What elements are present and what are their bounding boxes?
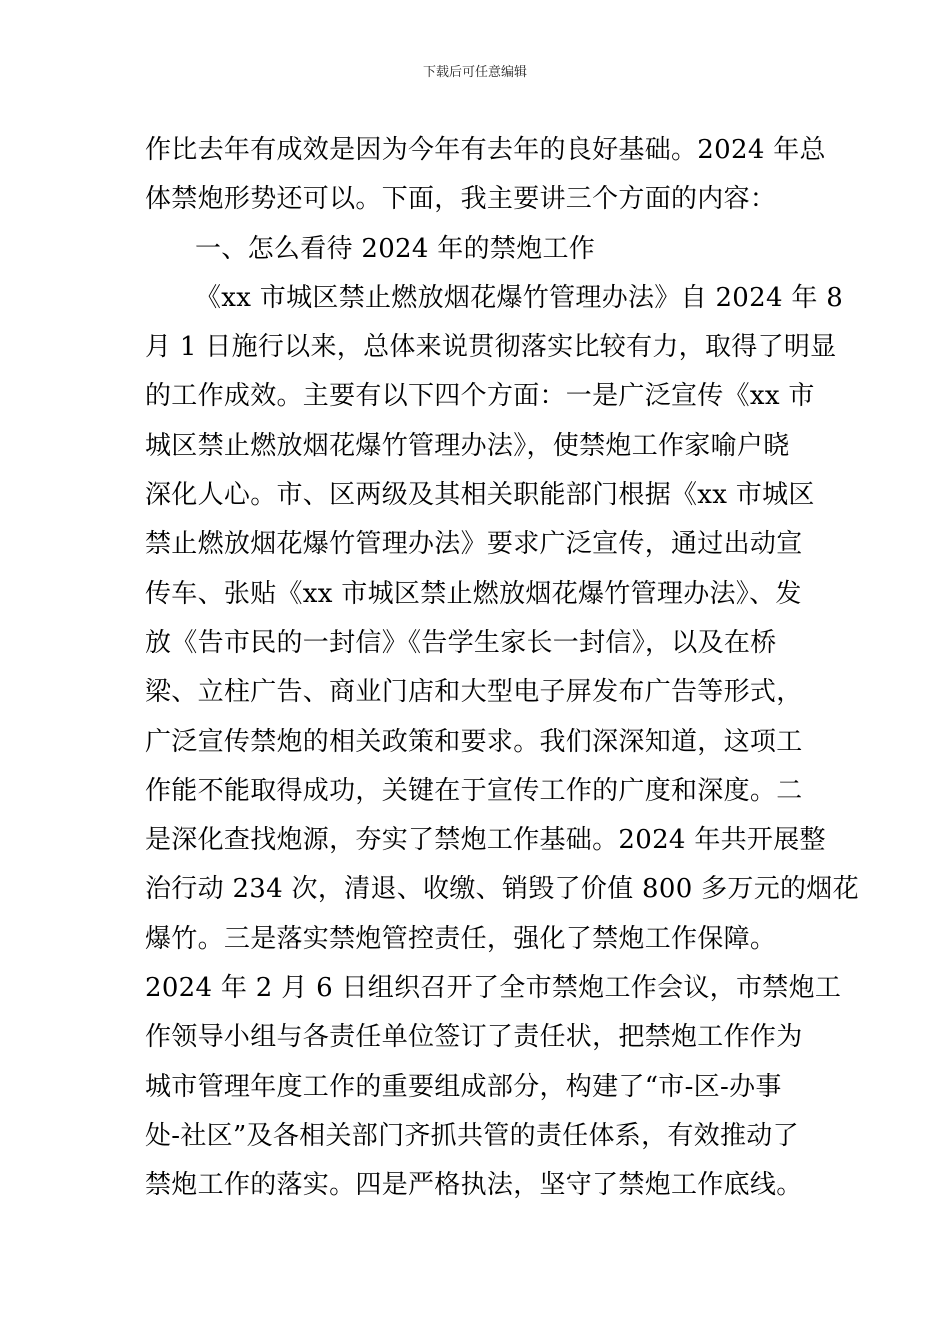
text-line: 禁炮工作的落实。四是严格执法，坚守了禁炮工作底线。 [145,1170,803,1201]
document-body [145,126,859,1211]
text-line: 传车、张贴《xx 市城区禁止燃放烟花爆竹管理办法》、发 [145,578,802,609]
text-line: 2024 年 2 月 6 日组织召开了全市禁炮工作会议，市禁炮工 [145,973,842,1004]
text-line: 梁、立柱广告、商业门店和大型电子屏发布广告等形式， [145,677,803,708]
text-line: 的工作成效。主要有以下四个方面：一是广泛宣传《xx 市 [145,381,815,412]
text-line: 治行动 234 次，清退、收缴、销毁了价值 800 多万元的烟花 [145,874,859,905]
text-line: 作比去年有成效是因为今年有去年的良好基础。2024 年总 [145,135,826,165]
text-line: 放《告市民的一封信》《告学生家长一封信》，以及在桥 [145,627,777,658]
text-line: 爆竹。三是落实禁炮管控责任，强化了禁炮工作保障。 [145,923,777,954]
text-line: 禁止燃放烟花爆竹管理办法》要求广泛宣传，通过出动宣 [145,529,803,560]
text-line: 处-社区”及各相关部门齐抓共管的责任体系，有效推动了 [145,1120,799,1151]
text-line: 城区禁止燃放烟花爆竹管理办法》，使禁炮工作家喻户晓 [145,430,790,461]
text-line: 广泛宣传禁炮的相关政策和要求。我们深深知道，这项工 [145,726,803,757]
text-line: 城市管理年度工作的重要组成部分，构建了“市-区-办事 [145,1071,782,1102]
section-heading: 一、怎么看待 2024 年的禁炮工作 [195,233,596,264]
page-header: 下载后可任意编辑 [422,65,527,80]
text-line: 月 1 日施行以来，总体来说贯彻落实比较有力，取得了明显 [145,332,837,363]
text-line: 作领导小组与各责任单位签订了责任状，把禁炮工作作为 [145,1022,803,1053]
text-line: 《xx 市城区禁止燃放烟花爆竹管理办法》自 2024 年 8 [195,282,844,313]
text-line: 是深化查找炮源，夯实了禁炮工作基础。2024 年共开展整 [145,825,826,856]
text-line: 深化人心。市、区两级及其相关职能部门根据《xx 市城区 [145,480,815,511]
text-line: 体禁炮形势还可以。下面，我主要讲三个方面的内容： [145,184,777,215]
text-line: 作能不能取得成功，关键在于宣传工作的广度和深度。二 [145,775,803,806]
